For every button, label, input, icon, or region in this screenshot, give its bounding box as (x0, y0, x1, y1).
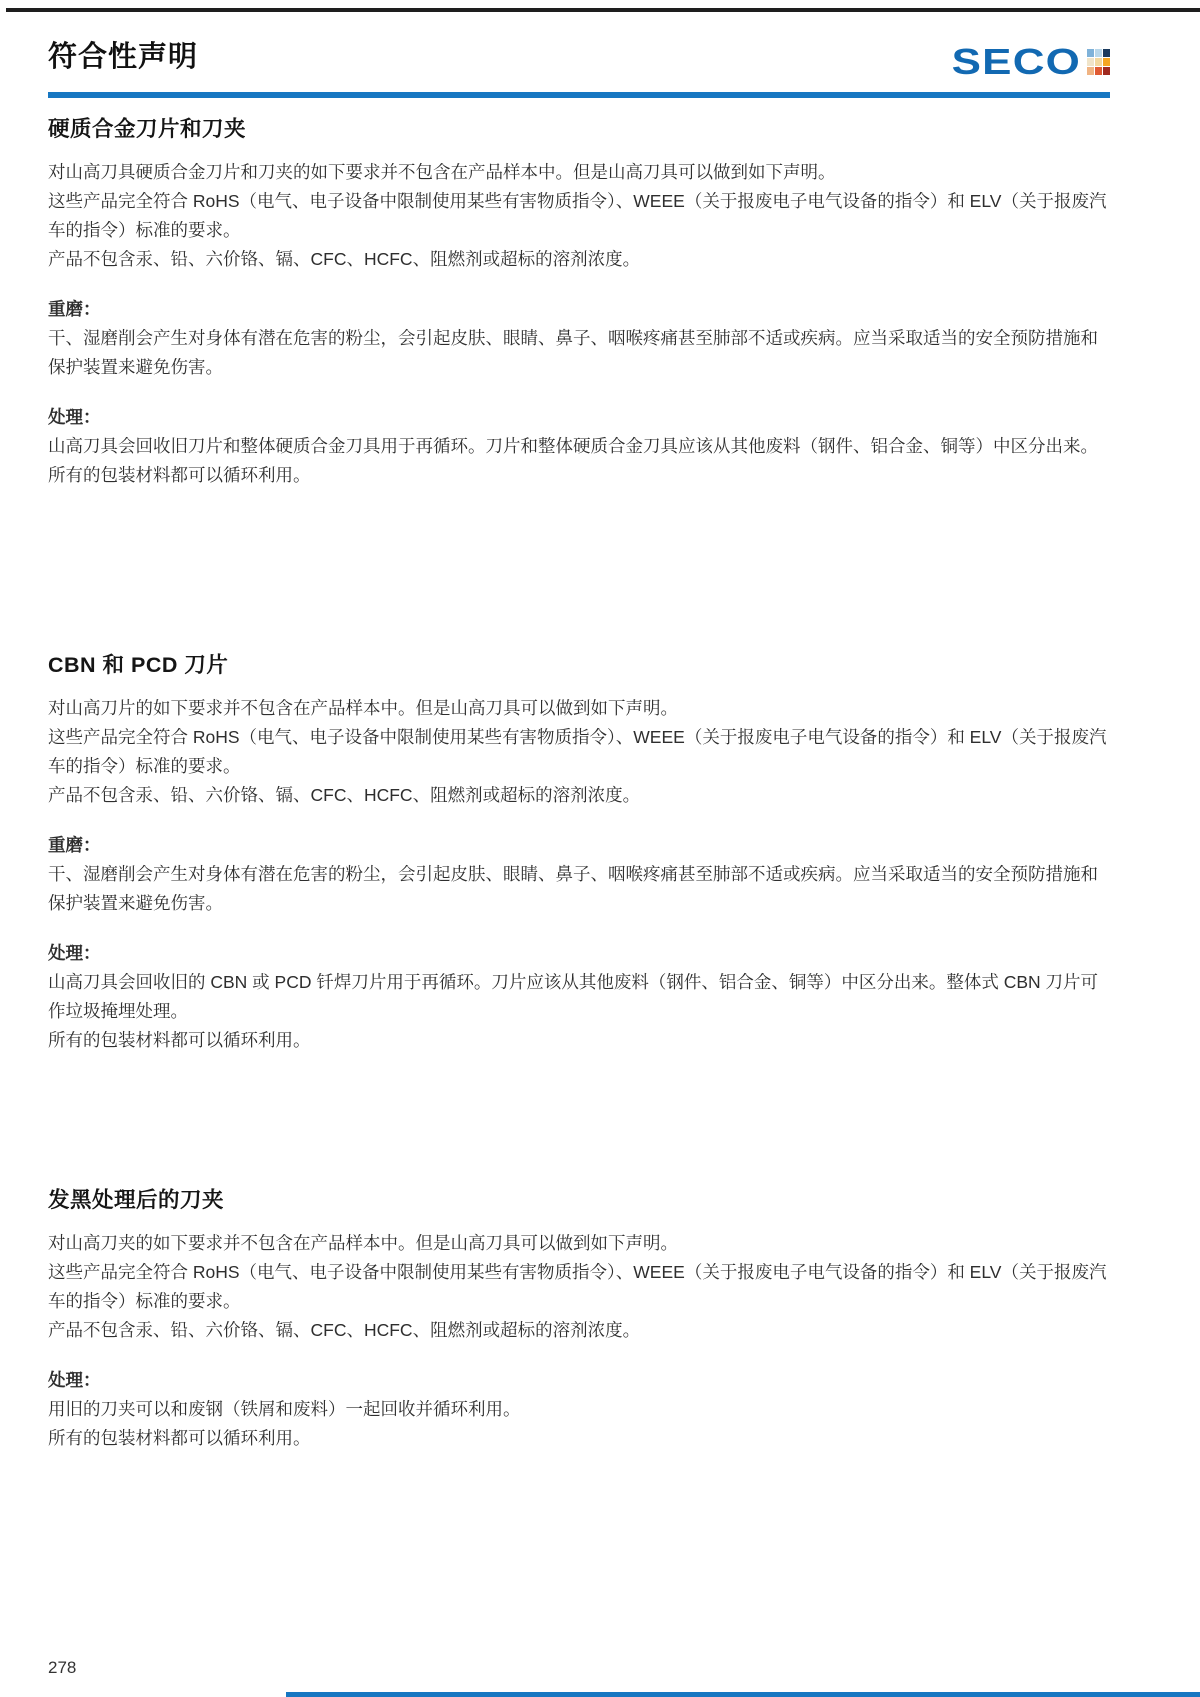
disposal-label: 处理： (48, 943, 101, 963)
paragraph: 对山高刀具硬质合金刀片和刀夹的如下要求并不包含在产品样本中。但是山高刀具可以做到如下声明。 (48, 162, 836, 182)
regrind-subsection (48, 295, 1112, 382)
paragraph: 产品不包含汞、铅、六价铬、镉、CFC、HCFC、阻燃剂或超标的溶剂浓度。 (48, 1320, 641, 1340)
section-cbn-pcd-inserts (48, 648, 1112, 1055)
section-heading: 发黑处理后的刀夹 (48, 1188, 225, 1212)
seco-logo (951, 41, 1110, 82)
disposal-subsection (48, 403, 1112, 490)
paragraph: 山高刀具会回收旧刀片和整体硬质合金刀具用于再循环。刀片和整体硬质合金刀具应该从其他废料（钢件、铝合金、铜等）中区分出来。 (48, 436, 1098, 456)
regrind-subsection (48, 831, 1112, 918)
section-blackened-holders (48, 1183, 1112, 1453)
paragraph: 产品不包含汞、铅、六价铬、镉、CFC、HCFC、阻燃剂或超标的溶剂浓度。 (48, 785, 641, 805)
paragraph: 所有的包装材料都可以循环利用。 (48, 1428, 311, 1448)
page-number: 278 (48, 1658, 77, 1677)
paragraph: 干、湿磨削会产生对身体有潜在危害的粉尘，会引起皮肤、眼睛、鼻子、咽喉疼痛甚至肺部不适或疾病。应当采取适当的安全预防措施和保护装置来避免伤害。 (48, 864, 1098, 913)
seco-logo-tiles-icon (1087, 49, 1110, 75)
paragraph: 所有的包装材料都可以循环利用。 (48, 1030, 311, 1050)
paragraph: 对山高刀片的如下要求并不包含在产品样本中。但是山高刀具可以做到如下声明。 (48, 698, 678, 718)
disposal-subsection (48, 1366, 1112, 1453)
header-divider (48, 92, 1110, 98)
paragraph: 这些产品完全符合 RoHS（电气、电子设备中限制使用某些有害物质指令）、WEEE（关于报废电子电气设备的指令）和 ELV（关于报废汽车的指令）标准的要求。 (48, 191, 1107, 240)
paragraph: 这些产品完全符合 RoHS（电气、电子设备中限制使用某些有害物质指令）、WEEE（关于报废电子电气设备的指令）和 ELV（关于报废汽车的指令）标准的要求。 (48, 727, 1107, 776)
footer-accent-bar (286, 1692, 1200, 1697)
paragraph: 山高刀具会回收旧的 CBN 或 PCD 钎焊刀片用于再循环。刀片应该从其他废料（钢件、铝合金、铜等）中区分出来。整体式 CBN 刀片可作垃圾掩埋处理。 (48, 972, 1099, 1021)
seco-logo-text: SECO (951, 41, 1081, 82)
paragraph: 对山高刀夹的如下要求并不包含在产品样本中。但是山高刀具可以做到如下声明。 (48, 1233, 678, 1253)
regrind-label: 重磨： (48, 835, 101, 855)
disposal-subsection (48, 939, 1112, 1055)
paragraph: 干、湿磨削会产生对身体有潜在危害的粉尘，会引起皮肤、眼睛、鼻子、咽喉疼痛甚至肺部不适或疾病。应当采取适当的安全预防措施和保护装置来避免伤害。 (48, 328, 1098, 377)
disposal-label: 处理： (48, 407, 101, 427)
paragraph: 这些产品完全符合 RoHS（电气、电子设备中限制使用某些有害物质指令）、WEEE（关于报废电子电气设备的指令）和 ELV（关于报废汽车的指令）标准的要求。 (48, 1262, 1107, 1311)
paragraph: 所有的包装材料都可以循环利用。 (48, 465, 311, 485)
section-carbide-inserts (48, 112, 1112, 490)
page-top-edge-line (6, 8, 1200, 12)
page-title: 符合性声明 (48, 41, 199, 73)
section-heading: CBN 和 PCD 刀片 (48, 653, 229, 677)
paragraph: 产品不包含汞、铅、六价铬、镉、CFC、HCFC、阻燃剂或超标的溶剂浓度。 (48, 249, 641, 269)
disposal-label: 处理： (48, 1370, 101, 1390)
paragraph: 用旧的刀夹可以和废钢（铁屑和废料）一起回收并循环利用。 (48, 1399, 521, 1419)
section-heading: 硬质合金刀片和刀夹 (48, 117, 247, 141)
regrind-label: 重磨： (48, 299, 101, 319)
